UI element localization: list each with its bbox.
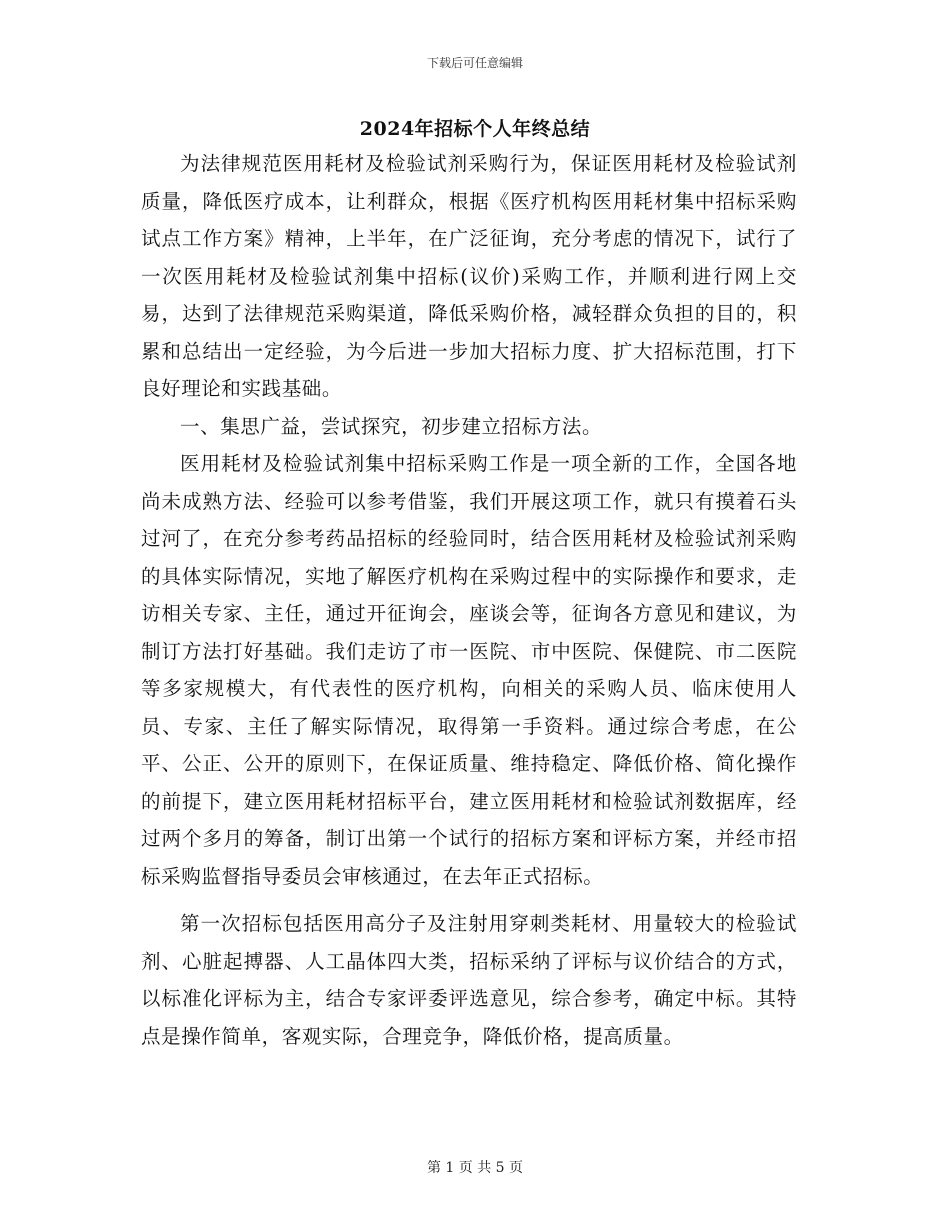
page-header-note: 下载后可任意编辑 bbox=[426, 56, 523, 70]
section-heading-1: 一、集思广益，尝试探究，初步建立招标方法。 bbox=[180, 414, 603, 438]
document-body bbox=[141, 145, 797, 1055]
paragraph-first-tender: 第一次招标包括医用高分子及注射用穿刺类耗材、用量较大的检验试剂、心脏起搏器、人工晶体四大类，招标采纳了评标与议价结合的方式，以标准化评标为主，结合专家评委评选意见，综合参考，确定中标。其特点是操作简单，客观实际，合理竞争，降低价格，提高质量。 bbox=[141, 912, 797, 1048]
paragraph-method: 医用耗材及检验试剂集中招标采购工作是一项全新的工作，全国各地尚未成熟方法、经验可以参考借鉴，我们开展这项工作，就只有摸着石头过河了，在充分参考药品招标的经验同时，结合医用耗材及检验试剂采购的具体实际情况，实地了解医疗机构在采购过程中的实际操作和要求，走访相关专家、主任，通过开征询会，座谈会等，征询各方意见和建议，为制订方法打好基础。我们走访了市一医院、市中医院、保健院、市二医院等多家规模大，有代表性的医疗机构，向相关的采购人员、临床使用人员、专家、主任了解实际情况，取得第一手资料。通过综合考虑，在公平、公正、公开的原则下，在保证质量、维持稳定、降低价格、简化操作的前提下，建立医用耗材招标平台，建立医用耗材和检验试剂数据库，经过两个多月的筹备，制订出第一个试行的招标方案和评标方案，并经市招标采购监督指导委员会审核通过，在去年正式招标。 bbox=[141, 452, 797, 888]
document-title: 2024年招标个人年终总结 bbox=[359, 118, 591, 140]
paragraph-intro: 为法律规范医用耗材及检验试剂采购行为，保证医用耗材及检验试剂质量，降低医疗成本，让利群众，根据《医疗机构医用耗材集中招标采购试点工作方案》精神，上半年，在广泛征询，充分考虑的情况下，试行了一次医用耗材及检验试剂集中招标(议价)采购工作，并顺利进行网上交易，达到了法律规范采购渠道，降低采购价格，减轻群众负担的目的，积累和总结出一定经验，为今后进一步加大招标力度、扩大招标范围，打下良好理论和实践基础。 bbox=[141, 152, 797, 400]
page-number: 第 1 页 共 5 页 bbox=[426, 1160, 524, 1176]
